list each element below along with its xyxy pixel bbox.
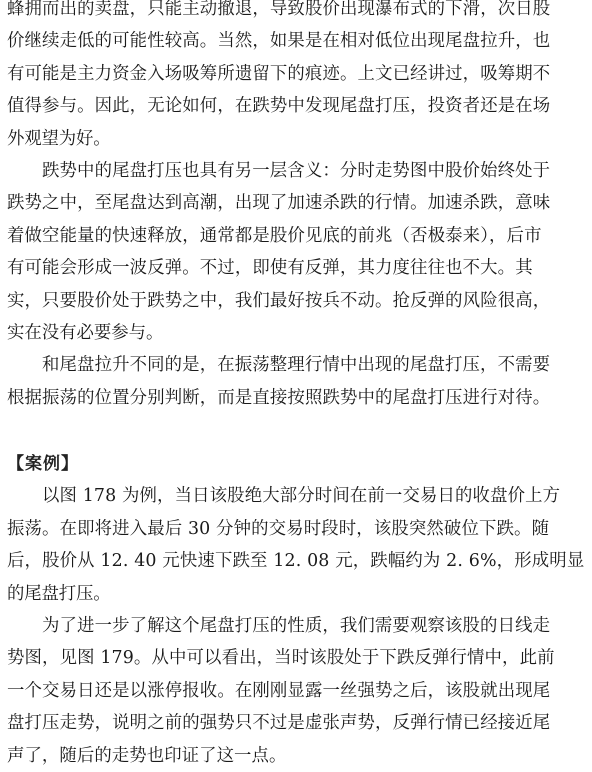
text-line: 为了进一步了解这个尾盘打压的性质，我们需要观察该股的日线走: [42, 616, 551, 637]
text-line: 声了，随后的走势也印证了这一点。: [7, 745, 287, 766]
text-line: 以图 178 为例，当日该股绝大部分时间在前一交易日的收盘价上方: [42, 486, 561, 507]
text-line: 外观望为好。: [7, 128, 111, 149]
paragraph: [7, 480, 587, 610]
paragraph: [7, 349, 587, 414]
text-line: 实在没有必要参与。: [7, 322, 164, 343]
text-line: 的尾盘打压。: [7, 583, 111, 604]
text-line: 势图，见图 179。从中可以看出，当时该股处于下跌反弹行情中，此前: [7, 648, 555, 669]
text-line: 值得参与。因此，无论如何，在跌势中发现尾盘打压，投资者还是在场: [7, 96, 551, 117]
text-line: 着做空能量的快速释放，通常都是股价见底的前兆（否极泰来），后市: [7, 225, 542, 246]
text-line: 有可能会形成一波反弹。不过，即使有反弹，其力度往往也不大。其: [7, 258, 533, 279]
text-line: 后，股价从 12. 40 元快速下跌至 12. 08 元，跌幅约为 2. 6%，形成明显: [7, 551, 585, 572]
text-line: 盘打压走势，说明之前的强势只不过是虚张声势，反弹行情已经接近尾: [7, 713, 551, 734]
text-line: 跌势中的尾盘打压也具有另一层含义：分时走势图中股价始终处于: [42, 160, 551, 181]
text-line: 振荡。在即将进入最后 30 分钟的交易时段时，该股突然破位下跌。随: [7, 518, 550, 539]
document-page: [7, 0, 587, 772]
paragraph: [7, 155, 587, 349]
text-line: 有可能是主力资金入场吸筹所遗留下的痕迹。上文已经讲过，吸筹期不: [7, 63, 551, 84]
text-line: 价继续走低的可能性较高。当然，如果是在相对低位出现尾盘拉升，也: [7, 31, 551, 52]
paragraph: [7, 610, 587, 772]
case-heading: 【案例】: [7, 454, 79, 475]
text-line: 一个交易日还是以涨停报收。在刚刚显露一丝强势之后，该股就出现尾: [7, 680, 551, 701]
paragraph: [7, 0, 587, 155]
text-line: 跌势之中，至尾盘达到高潮，出现了加速杀跌的行情。加速杀跌，意味: [7, 193, 551, 214]
section-gap: [7, 414, 587, 448]
text-line: 和尾盘拉升不同的是，在振荡整理行情中出现的尾盘打压，不需要: [42, 355, 551, 376]
text-line: 实，只要股价处于跌势之中，我们最好按兵不动。抢反弹的风险很高，: [7, 290, 551, 311]
text-line: 根据振荡的位置分别判断，而是直接按照跌势中的尾盘打压进行对待。: [7, 387, 551, 408]
text-line: 蜂拥而出的卖盘，只能主动撤退，导致股价出现瀑布式的下滑，次日股: [7, 0, 551, 19]
